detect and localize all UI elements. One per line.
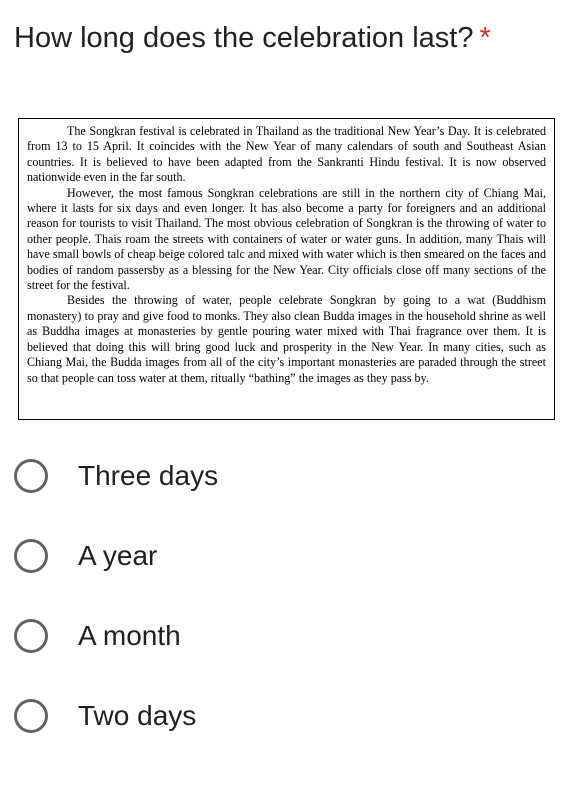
option-a-month[interactable] (14, 608, 218, 664)
option-a-year[interactable] (14, 528, 218, 584)
option-label: A month (78, 620, 181, 651)
option-label: Three days (78, 460, 219, 491)
question-text: How long does the celebration last? (14, 22, 474, 54)
required-asterisk: * (479, 22, 491, 54)
radio-button[interactable] (14, 619, 48, 653)
radio-button[interactable] (14, 539, 48, 573)
option-label: A year (78, 540, 158, 571)
radio-button[interactable] (14, 459, 48, 493)
option-three-days[interactable] (14, 448, 218, 504)
question-title (14, 18, 491, 58)
option-label: Two days (78, 700, 197, 731)
radio-button[interactable] (14, 699, 48, 733)
passage-paragraph-2: However, the most famous Songkran celebrations are still in the northern city of Chiang Mai, where it lasts for six days and even longer. It has also become a party for foreigners and an additional reason for tourists to visit Thailand. The most obvious celebration of Songkran is the throwing of water to other people. Thais roam the streets with containers of water or water guns. In addition, many Thais will have small bowls of cheap beige colored talc and mixed with water which is then smeared on the faces and bodies of random passersby as a blessing for the New Year. City officials close off many sections of the street for the festival. (27, 185, 546, 293)
option-two-days[interactable] (14, 688, 218, 744)
passage-image (18, 118, 555, 420)
passage-paragraph-3: Besides the throwing of water, people celebrate Songkran by going to a wat (Buddhism monastery) to pray and give food to monks. They also clean Budda images in the household shrine as well as Buddha images at monasteries by gentle pouring water mixed with Thai fragrance over them. It is believed that doing this will bring good luck and prosperity in the New Year. In many cities, such as Chiang Mai, the Budda images from all of the city’s important monasteries are paraded through the street so that people can toss water at them, ritually “bathing” the images as they pass by. (27, 293, 546, 385)
passage-paragraph-1: The Songkran festival is celebrated in Thailand as the traditional New Year’s Day. It is celebrated from 13 to 15 April. It coincides with the New Year of many calendars of south and Southeast Asian countries. It is believed to have been adapted from the Sankranti Hindu festival. It is now observed nationwide even in the far south. (27, 124, 546, 185)
answer-options (14, 448, 218, 768)
